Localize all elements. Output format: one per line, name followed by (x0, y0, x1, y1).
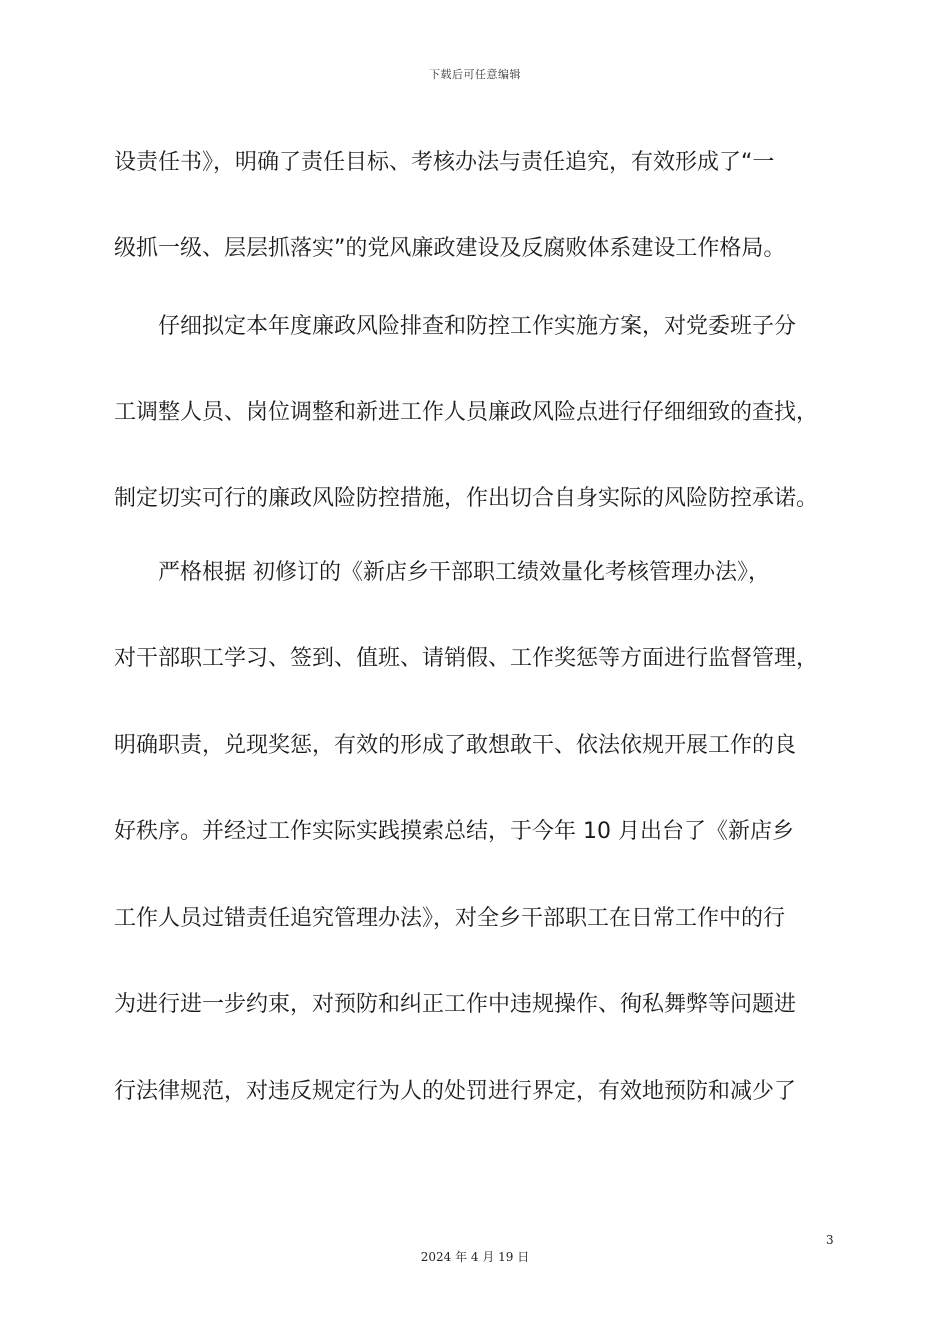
page-number: 3 (826, 1233, 834, 1247)
text-line: 明确职责，兑现奖惩，有效的形成了敢想敢干、依法依规开展工作的良 (114, 733, 797, 758)
page-date: 2024 年 4 月 19 日 (420, 1250, 530, 1264)
text-line: 制定切实可行的廉政风险防控措施，作出切合自身实际的风险防控承诺。 (114, 486, 819, 511)
text-line: 好秩序。并经过工作实际实践摸索总结，于今年 10 月出台了《新店乡 (114, 819, 794, 844)
paragraph-first-line: 严格根据 初修订的《新店乡干部职工绩效量化考核管理办法》， (158, 560, 770, 585)
page-header: 下载后可任意编辑 (429, 68, 521, 81)
text-line: 对干部职工学习、签到、值班、请销假、工作奖惩等方面进行监督管理， (114, 646, 819, 671)
text-line: 设责任书》，明确了责任目标、考核办法与责任追究，有效形成了“一 (114, 150, 775, 175)
text-line: 为进行进一步约束，对预防和纠正工作中违规操作、徇私舞弊等问题进 (114, 992, 797, 1017)
text-line: 工调整人员、岗位调整和新进工作人员廉政风险点进行仔细细致的查找， (114, 400, 819, 425)
text-line: 行法律规范，对违反规定行为人的处罚进行界定，有效地预防和减少了 (114, 1079, 797, 1104)
text-line: 级抓一级、层层抓落实”的党风廉政建设及反腐败体系建设工作格局。 (114, 236, 786, 261)
text-line: 工作人员过错责任追究管理办法》，对全乡干部职工在日常工作中的行 (114, 906, 786, 931)
paragraph-first-line: 仔细拟定本年度廉政风险排查和防控工作实施方案，对党委班子分 (158, 314, 797, 339)
